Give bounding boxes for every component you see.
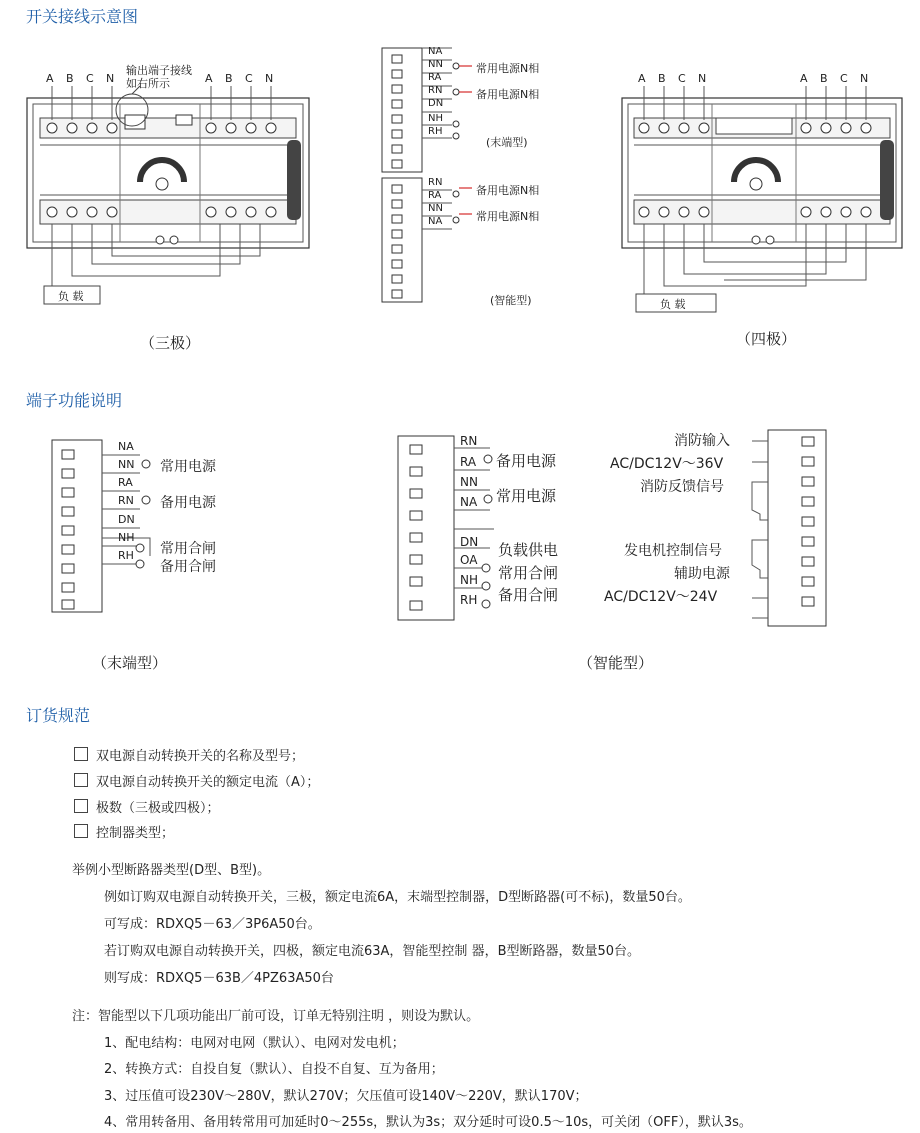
phase-label-a: A	[638, 72, 646, 85]
label-fire-feedback: 消防反馈信号	[640, 479, 724, 495]
checklist-item	[74, 797, 220, 816]
caption-end-type: (末端型)	[486, 136, 528, 149]
phase-label-c: C	[245, 72, 253, 85]
label-voltage-36v: AC/DC12V～36V	[610, 456, 724, 472]
order-section-title: 订货规范	[26, 706, 91, 725]
phase-label-c: C	[678, 72, 686, 85]
caption-end-type: （末端型）	[92, 654, 168, 672]
pin-nh: NH	[460, 573, 478, 587]
wiring-section-title: 开关接线示意图	[26, 7, 139, 26]
phase-label-c: C	[86, 72, 94, 85]
example-line: 则写成：RDXQ5－63B／4PZ63A50台	[104, 971, 334, 986]
checklist-item	[74, 822, 174, 841]
label-backup-power: 备用电源	[160, 495, 216, 511]
checkbox-icon	[74, 824, 88, 838]
checkbox-icon	[74, 773, 88, 787]
label-voltage-24v: AC/DC12V～24V	[604, 589, 718, 605]
pin-na: NA	[460, 495, 478, 509]
label-backup-power: 备用电源	[496, 452, 557, 470]
phase-label-b: B	[658, 72, 666, 85]
pin-ra: RA	[428, 190, 442, 201]
pin-dn: DN	[428, 98, 444, 109]
load-label: 负 载	[660, 298, 686, 311]
example-line: 若订购双电源自动转换开关，四极，额定电流63A，智能型控制 器，B型断路器，数量50台。	[104, 944, 641, 959]
note-backup-n: 备用电源N相	[476, 184, 540, 197]
pin-ra: RA	[428, 72, 442, 83]
checklist-item	[74, 745, 304, 764]
label-normal-close: 常用合闸	[498, 564, 559, 582]
checklist-item	[74, 771, 319, 790]
phase-label-n: N	[860, 72, 869, 85]
note-line: 1、配电结构：电网对电网（默认）、电网对发电机；	[104, 1036, 405, 1051]
phase-label-n: N	[265, 72, 274, 85]
pin-rn: RN	[460, 434, 478, 448]
pin-rh: RH	[428, 126, 443, 137]
caption-smart-type: (智能型)	[490, 294, 532, 307]
label-fire-input: 消防输入	[674, 433, 730, 449]
terminal-section-title: 端子功能说明	[26, 391, 123, 410]
label-normal-close: 常用合闸	[160, 541, 216, 557]
note-line: 2、转换方式：自投自复（默认）、自投不自复、互为备用；	[104, 1062, 444, 1077]
phase-label-a: A	[800, 72, 808, 85]
label-normal-power: 常用电源	[496, 487, 557, 505]
pin-dn: DN	[118, 513, 135, 526]
pin-nn: NN	[428, 59, 443, 70]
phase-label-n: N	[698, 72, 707, 85]
example-line: 可写成：RDXQ5－63／3P6A50台。	[104, 917, 321, 932]
pin-rn: RN	[428, 177, 443, 188]
note-line: 3、过压值可设230V～280V，默认270V；欠压值可设140V～220V，默认170V；	[104, 1089, 588, 1104]
note-normal-n: 常用电源N相	[476, 62, 540, 75]
checkbox-icon	[74, 747, 88, 761]
note-line: 4、常用转备用、备用转常用可加延时0～255s，默认为3s；双分延时可设0.5～10s，可关闭（OFF），默认3s。	[104, 1115, 752, 1130]
phase-label-b: B	[820, 72, 828, 85]
phase-label-b: B	[225, 72, 233, 85]
label-load-supply: 负载供电	[498, 541, 559, 559]
checklist-text: 控制器类型；	[96, 826, 175, 841]
load-label: 负 载	[58, 290, 84, 303]
pin-ra: RA	[460, 455, 477, 469]
pin-ra: RA	[118, 476, 133, 489]
pin-oa: OA	[460, 553, 478, 567]
pin-na: NA	[118, 440, 134, 453]
pin-rn: RN	[118, 494, 134, 507]
phase-label-a: A	[46, 72, 54, 85]
label-backup-close: 备用合闸	[160, 559, 216, 575]
phase-label-c: C	[840, 72, 848, 85]
pin-na: NA	[428, 46, 443, 57]
pin-nh: NH	[428, 113, 443, 124]
label-backup-close: 备用合闸	[498, 586, 559, 604]
checklist-text: 双电源自动转换开关的额定电流（A）；	[96, 775, 320, 790]
note-normal-n: 常用电源N相	[476, 210, 540, 223]
pin-rh: RH	[118, 549, 134, 562]
output-note: 输出端子接线	[126, 64, 192, 77]
pin-nn: NN	[460, 475, 478, 489]
phase-label-b: B	[66, 72, 74, 85]
pin-dn: DN	[460, 535, 479, 549]
pin-rn: RN	[428, 85, 443, 96]
caption-three-pole: （三极）	[140, 334, 201, 352]
output-note: 如右所示	[126, 77, 170, 90]
checklist-text: 双电源自动转换开关的名称及型号；	[96, 749, 305, 764]
pin-nn: NN	[428, 203, 443, 214]
checklist-text: 极数（三极或四极）；	[96, 801, 220, 816]
phase-label-a: A	[205, 72, 213, 85]
note-intro: 注：智能型以下几项功能出厂前可设，订单无特别注明 ，则设为默认。	[72, 1009, 480, 1024]
caption-four-pole: （四极）	[736, 330, 797, 348]
example-intro: 举例小型断路器类型(D型、B型)。	[72, 863, 271, 878]
label-generator-signal: 发电机控制信号	[624, 543, 722, 559]
caption-smart-type: （智能型）	[578, 654, 654, 672]
pin-na: NA	[428, 216, 443, 227]
label-normal-power: 常用电源	[160, 459, 216, 475]
checkbox-icon	[74, 799, 88, 813]
note-backup-n: 备用电源N相	[476, 88, 540, 101]
phase-label-n: N	[106, 72, 115, 85]
example-line: 例如订购双电源自动转换开关，三极，额定电流6A，末端型控制器，D型断路器(可不标)，数量50台。	[104, 890, 691, 905]
pin-nn: NN	[118, 458, 135, 471]
label-aux-power: 辅助电源	[674, 566, 730, 582]
pin-rh: RH	[460, 593, 478, 607]
pin-nh: NH	[118, 531, 135, 544]
